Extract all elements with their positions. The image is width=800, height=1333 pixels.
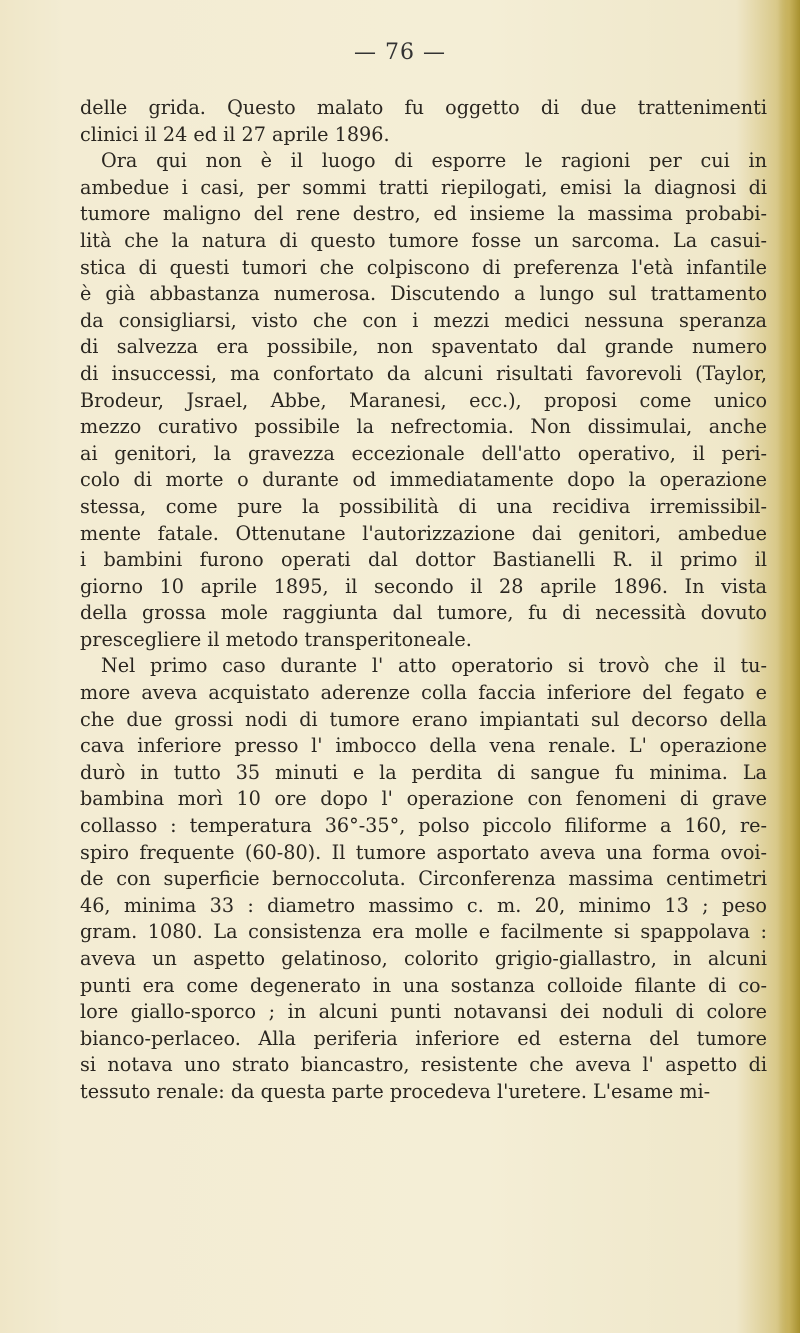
text-line: lore giallo-sporco ; in alcuni punti notavansi dei noduli di colore	[80, 1000, 767, 1024]
page-edge-shadow	[778, 0, 800, 1333]
text-line: mente fatale. Ottenutane l'autorizzazione dai genitori, ambedue	[80, 521, 767, 545]
text-line: durò in tutto 35 minuti e la perdita di sangue fu minima. La	[80, 760, 767, 784]
text-line: collasso : temperatura 36°-35°, polso piccolo filiforme a 160, re-	[80, 814, 767, 838]
text-line: delle grida. Questo malato fu oggetto di due trattenimenti	[80, 96, 767, 119]
text-line: Brodeur, Jsrael, Abbe, Maranesi, ecc.), proposi come unico	[80, 388, 767, 412]
text-line: colo di morte o durante od immediatamente dopo la operazione	[80, 468, 767, 492]
text-line: Nel primo caso durante l' atto operatorio si trovò che il tu-	[101, 654, 767, 678]
text-line: mezzo curativo possibile la nefrectomia. Non dissimulai, anche	[80, 415, 767, 439]
text-line: tessuto renale: da questa parte procedeva l'uretere. L'esame mi-	[80, 1079, 711, 1103]
text-line: da consigliarsi, visto che con i mezzi medici nessuna speranza	[80, 308, 767, 332]
paragraph	[80, 148, 767, 653]
text-line: cava inferiore presso l' imbocco della vena renale. L' operazione	[80, 734, 767, 758]
text-line: stica di questi tumori che colpiscono di preferenza l'età infantile	[80, 255, 767, 279]
text-line: è già abbastanza numerosa. Discutendo a lungo sul trattamento	[80, 282, 767, 306]
text-line: punti era come degenerato in una sostanza colloide filante di co-	[80, 973, 767, 997]
text-line: giorno 10 aprile 1895, il secondo il 28 aprile 1896. In vista	[80, 574, 767, 598]
text-line: che due grossi nodi di tumore erano impiantati sul decorso della	[80, 707, 767, 731]
text-line: bianco-perlaceo. Alla periferia inferiore ed esterna del tumore	[80, 1026, 767, 1050]
text-line: aveva un aspetto gelatinoso, colorito grigio-giallastro, in alcuni	[80, 947, 767, 970]
paragraph	[80, 653, 767, 1105]
text-line: Ora qui non è il luogo di esporre le ragioni per cui in	[101, 149, 767, 173]
text-line: more aveva acquistato aderenze colla faccia inferiore del fegato e	[80, 681, 767, 705]
page-number: — 76 —	[354, 40, 446, 65]
text-line: bambina morì 10 ore dopo l' operazione con fenomeni di grave	[80, 787, 767, 811]
text-line: gram. 1080. La consistenza era molle e facilmente si spappolava :	[80, 920, 767, 944]
text-line: tumore maligno del rene destro, ed insieme la massima probabi-	[80, 202, 767, 226]
text-line: stessa, come pure la possibilità di una recidiva irremissibil-	[80, 494, 767, 518]
text-line: de con superficie bernoccoluta. Circonferenza massima centimetri	[80, 867, 767, 891]
text-line: lità che la natura di questo tumore fosse un sarcoma. La casui-	[80, 228, 767, 252]
text-line: clinici il 24 ed il 27 aprile 1896.	[80, 122, 390, 146]
text-line: di salvezza era possibile, non spaventato dal grande numero	[80, 335, 767, 359]
text-line: prescegliere il metodo transperitoneale.	[80, 627, 472, 651]
text-line: di insuccessi, ma confortato da alcuni risultati favorevoli (Taylor,	[80, 361, 767, 385]
text-line: 46, minima 33 : diametro massimo c. m. 20, minimo 13 ; peso	[80, 893, 767, 917]
text-line: i bambini furono operati dal dottor Bastianelli R. il primo il	[80, 548, 767, 572]
text-line: spiro frequente (60-80). Il tumore asportato aveva una forma ovoi-	[80, 840, 767, 864]
text-line: ai genitori, la gravezza eccezionale dell'atto operativo, il peri-	[80, 441, 767, 465]
text-line: ambedue i casi, per sommi tratti riepilogati, emisi la diagnosi di	[80, 175, 767, 199]
text-line: si notava uno strato biancastro, resistente che aveva l' aspetto di	[80, 1053, 767, 1077]
body-text	[80, 95, 767, 1106]
text-line: della grossa mole raggiunta dal tumore, fu di necessità dovuto	[80, 601, 767, 625]
paragraph	[80, 95, 767, 148]
